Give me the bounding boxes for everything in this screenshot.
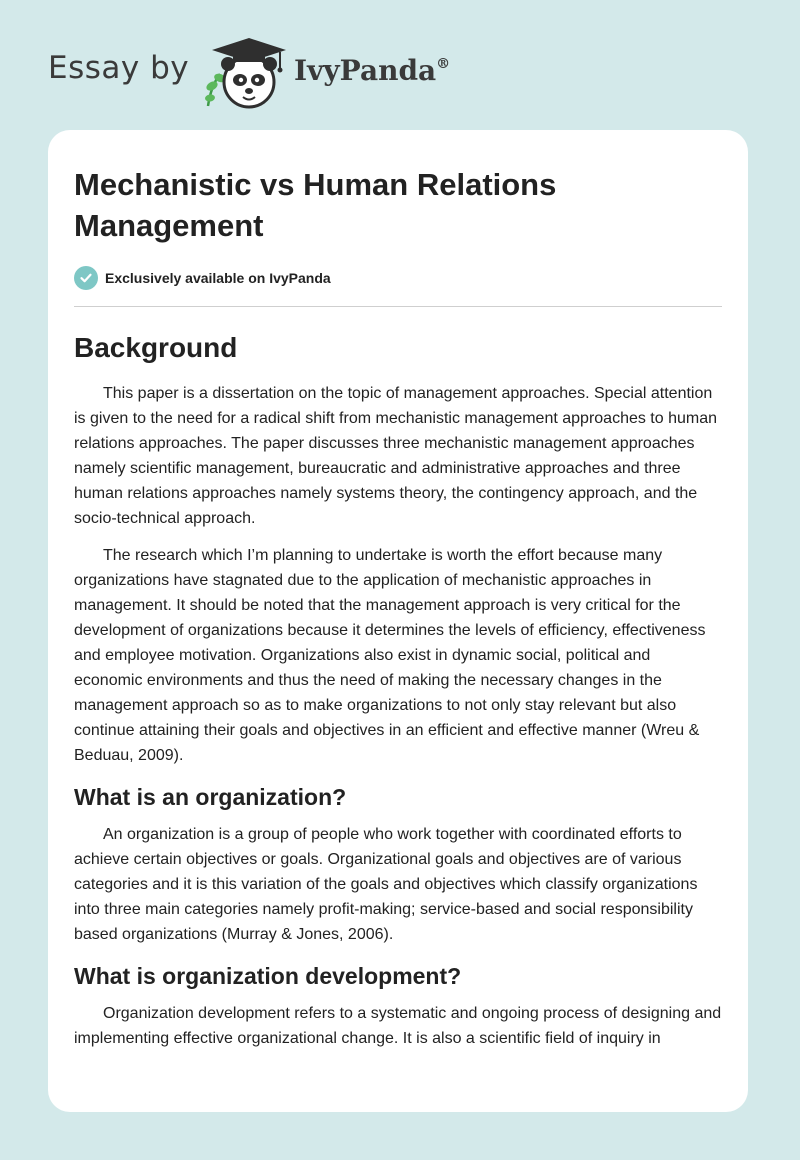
- paragraph: An organization is a group of people who work together with coordinated efforts to achieve certain objectives or goals. Organizational goals and objectives are of various categories and it is this variation of the goals and objectives which classify organizations into three main categories namely profit-making; service-based and social responsibility based organizations (Murray & Jones, 2006).: [74, 826, 698, 943]
- section-heading-background: Background: [74, 332, 238, 363]
- divider: [74, 306, 722, 307]
- page-title: Mechanistic vs Human Relations Management: [74, 167, 557, 243]
- paragraph: This paper is a dissertation on the topic of management approaches. Special attention is given to the need for a radical shift from mechanistic management approaches to human relations approaches. The paper discusses three mechanistic management approaches namely scientific management, bureaucratic and administrative approaches and three human relations approaches namely systems theory, the contingency approach, and the socio-technical approach.: [74, 385, 718, 527]
- brand-name[interactable]: [294, 54, 450, 87]
- paragraph: Organization development refers to a systematic and ongoing process of designing and implementing effective organizational change. It is also a scientific field of inquiry in: [74, 1005, 722, 1047]
- registered-mark: ®: [436, 55, 451, 72]
- badge-label: Exclusively available on IvyPanda: [105, 270, 331, 286]
- essay-card: [48, 130, 748, 1112]
- site-header: [0, 0, 800, 130]
- exclusive-badge: [74, 266, 722, 290]
- panda-graduate-icon[interactable]: [200, 34, 290, 114]
- essay-by-label: Essay by: [48, 50, 190, 86]
- section-heading-development: What is organization development?: [74, 963, 462, 989]
- section-heading-organization: What is an organization?: [74, 784, 347, 810]
- check-circle-icon: [74, 266, 98, 290]
- paragraph: The research which I’m planning to undertake is worth the effort because many organizations have stagnated due to the application of mechanistic approaches in management. It should be noted that the management approach is very critical for the development of organizations because it determines the levels of efficiency, effectiveness and employee motivation. Organizations also exist in dynamic social, political and economic environments and thus the need of making the necessary changes in the management approach so as to make organizations to not only stay relevant but also continue attaining their goals and objectives in an efficient and effective manner (Wreu & Beduau, 2009).: [74, 547, 706, 764]
- brand-label: IvyPanda: [294, 54, 437, 87]
